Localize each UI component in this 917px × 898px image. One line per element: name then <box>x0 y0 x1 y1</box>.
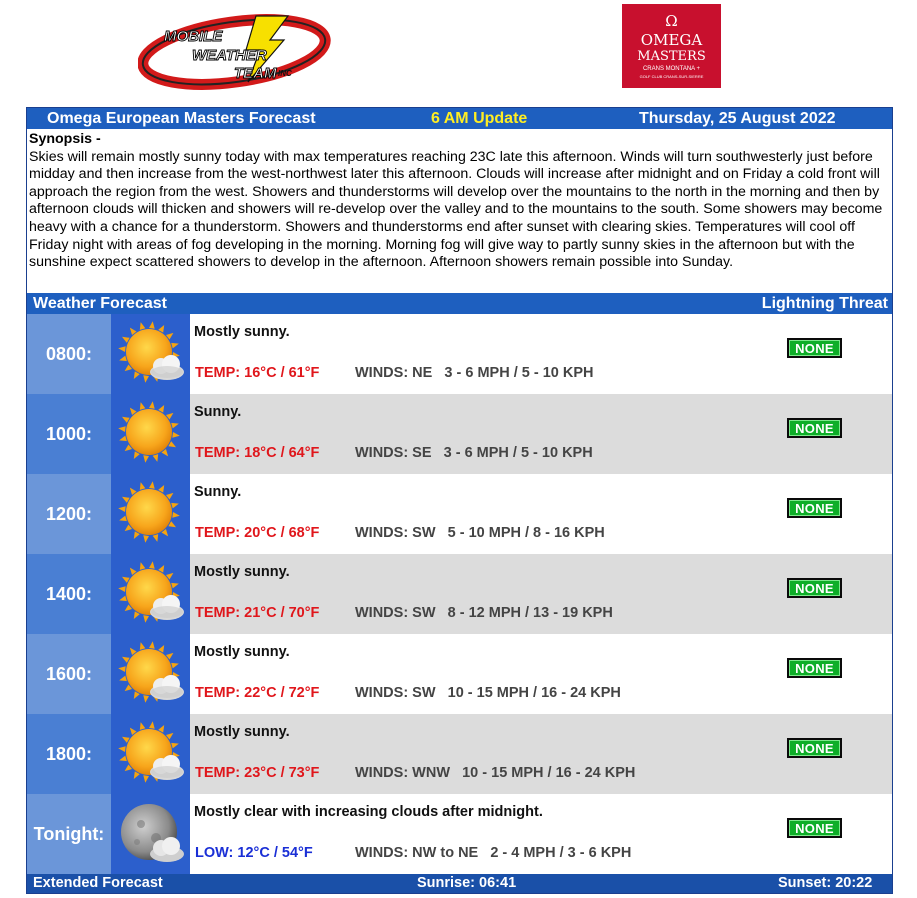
row-details <box>190 554 892 634</box>
forecast-row <box>27 474 892 554</box>
partly-sunny-icon <box>111 714 190 794</box>
extended-forecast-label: Extended Forecast <box>33 875 163 891</box>
row-condition: Mostly sunny. <box>194 644 290 660</box>
forecast-date: Thursday, 25 August 2022 <box>639 109 836 127</box>
row-winds: WINDS: WNW 10 - 15 MPH / 16 - 24 KPH <box>355 765 636 781</box>
synopsis-text: Skies will remain mostly sunny today with max temperatures reaching 23C late this afternoon. Winds will turn southwesterly just before midday and then increase from the west-northwest later this afternoon. Clouds will increase after midnight and on Friday a cold front will approach the region from the west. Showers and thunderstorms will develop over the mountains to the north in the morning and then by afternoon clouds will thicken and showers will re-develop over the valley and to the mountains to the south. Some showers may become heavy with a chance for a thunderstorm. Showers and thunderstorms end after sunset with clearing skies. Temperatures will cool off Friday night with areas of fog developing in the morning. Morning fog will give way to partly sunny skies in the afternoon but with the sunshine expect scattered showers to develop in the afternoon. Afternoon showers remain possible into Sunday. <box>29 148 883 271</box>
update-label: 6 AM Update <box>431 109 528 127</box>
sunny-icon <box>111 394 190 474</box>
row-details <box>190 314 892 394</box>
mobile-weather-team-logo <box>138 10 336 90</box>
sunset-time: Sunset: 20:22 <box>778 875 873 891</box>
lightning-threat-badge: NONE <box>787 418 842 438</box>
synopsis <box>27 129 892 293</box>
row-condition: Sunny. <box>194 484 242 500</box>
partly-sunny-icon <box>111 314 190 394</box>
row-details <box>190 634 892 714</box>
row-details <box>190 394 892 474</box>
partly-sunny-icon <box>111 634 190 714</box>
lightning-threat-badge: NONE <box>787 498 842 518</box>
row-time: 1400: <box>27 554 111 634</box>
lightning-threat-badge: NONE <box>787 338 842 358</box>
row-condition: Mostly sunny. <box>194 564 290 580</box>
row-temperature: TEMP: 20°C / 68°F <box>195 525 320 541</box>
row-winds: WINDS: SW 5 - 10 MPH / 8 - 16 KPH <box>355 525 605 541</box>
row-winds: WINDS: SW 10 - 15 MPH / 16 - 24 KPH <box>355 685 621 701</box>
row-condition: Mostly clear with increasing clouds after midnight. <box>194 804 543 820</box>
page-title: Omega European Masters Forecast <box>47 109 316 127</box>
row-time: 1000: <box>27 394 111 474</box>
forecast-row <box>27 794 892 874</box>
partly-sunny-icon <box>111 554 190 634</box>
row-condition: Sunny. <box>194 404 242 420</box>
svg-text:CRANS MONTANA +: CRANS MONTANA + <box>642 66 701 72</box>
forecast-panel <box>26 107 893 894</box>
row-time: 1800: <box>27 714 111 794</box>
weather-forecast-label: Weather Forecast <box>33 294 167 312</box>
omega-masters-logo <box>622 4 721 88</box>
forecast-row <box>27 314 892 394</box>
svg-text:Ω: Ω <box>665 12 678 30</box>
svg-text:WEATHER: WEATHER <box>192 47 267 64</box>
row-time: 1200: <box>27 474 111 554</box>
moon-clouds-icon <box>111 794 190 874</box>
row-time: Tonight: <box>27 794 111 874</box>
forecast-row <box>27 394 892 474</box>
svg-text:MASTERS: MASTERS <box>637 49 706 64</box>
row-condition: Mostly sunny. <box>194 724 290 740</box>
lightning-threat-badge: NONE <box>787 578 842 598</box>
lightning-threat-badge: NONE <box>787 818 842 838</box>
row-temperature: TEMP: 23°C / 73°F <box>195 765 320 781</box>
row-details <box>190 794 892 874</box>
row-temperature: LOW: 12°C / 54°F <box>195 845 313 861</box>
row-condition: Mostly sunny. <box>194 324 290 340</box>
row-winds: WINDS: SW 8 - 12 MPH / 13 - 19 KPH <box>355 605 613 621</box>
lightning-threat-badge: NONE <box>787 658 842 678</box>
svg-text:INC: INC <box>278 69 292 78</box>
row-winds: WINDS: SE 3 - 6 MPH / 5 - 10 KPH <box>355 445 593 461</box>
forecast-row <box>27 714 892 794</box>
row-details <box>190 474 892 554</box>
lightning-threat-label: Lightning Threat <box>761 294 888 312</box>
row-temperature: TEMP: 21°C / 70°F <box>195 605 320 621</box>
row-winds: WINDS: NW to NE 2 - 4 MPH / 3 - 6 KPH <box>355 845 632 861</box>
forecast-header-bar <box>27 108 892 129</box>
forecast-row <box>27 634 892 714</box>
row-time: 1600: <box>27 634 111 714</box>
row-temperature: TEMP: 16°C / 61°F <box>195 365 320 381</box>
row-temperature: TEMP: 18°C / 64°F <box>195 445 320 461</box>
sunrise-time: Sunrise: 06:41 <box>417 875 517 891</box>
synopsis-heading: Synopsis - <box>29 131 101 147</box>
forecast-footer <box>27 874 892 893</box>
forecast-row <box>27 554 892 634</box>
forecast-rows <box>27 314 892 874</box>
sunny-icon <box>111 474 190 554</box>
row-winds: WINDS: NE 3 - 6 MPH / 5 - 10 KPH <box>355 365 594 381</box>
svg-text:GOLF CLUB CRANS-SUR-SIERRE: GOLF CLUB CRANS-SUR-SIERRE <box>639 74 704 79</box>
lightning-threat-badge: NONE <box>787 738 842 758</box>
row-temperature: TEMP: 22°C / 72°F <box>195 685 320 701</box>
svg-text:OMEGA: OMEGA <box>640 31 703 49</box>
svg-text:MOBILE: MOBILE <box>164 28 223 45</box>
row-details <box>190 714 892 794</box>
svg-text:TEAM: TEAM <box>234 65 277 82</box>
weather-forecast-header <box>27 293 892 314</box>
row-time: 0800: <box>27 314 111 394</box>
logo-area <box>0 0 917 105</box>
